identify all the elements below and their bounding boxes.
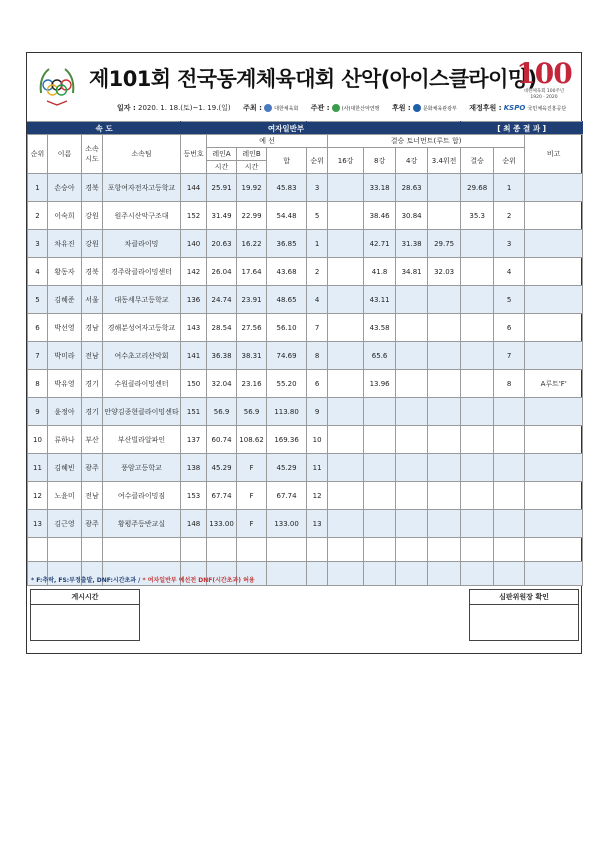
cell-final-rank: 5	[494, 286, 525, 314]
cell-final	[461, 314, 494, 342]
col-bib: 등번호	[181, 135, 207, 174]
cell-sum: 43.68	[267, 258, 307, 286]
cell-prelim-rank: 8	[307, 342, 328, 370]
cell-laneA: 133.00	[207, 510, 237, 538]
cell-final	[461, 482, 494, 510]
cell-third	[428, 174, 461, 202]
col-r4: 4강	[396, 148, 428, 174]
cell-r8	[364, 454, 396, 482]
cell-r8: 13.96	[364, 370, 396, 398]
cell-note	[525, 398, 583, 426]
cell-rank: 9	[28, 398, 48, 426]
cell-laneB: 19.92	[237, 174, 267, 202]
cell-region: 경기	[82, 398, 103, 426]
cell-region: 부산	[82, 426, 103, 454]
host-name: 대한체육회	[274, 106, 299, 112]
col-lane-a-time: 시간	[207, 161, 237, 174]
table-row	[28, 426, 583, 454]
cell-name: 김혜빈	[48, 454, 82, 482]
cell-r4: 34.81	[396, 258, 428, 286]
cell-note	[525, 314, 583, 342]
cell-prelim-rank: 5	[307, 202, 328, 230]
cell-final-rank: 7	[494, 342, 525, 370]
cell-r4	[396, 314, 428, 342]
cell-bib: 150	[181, 370, 207, 398]
cell-r4	[396, 398, 428, 426]
cell-note	[525, 230, 583, 258]
finance-label: 재정후원 :	[469, 104, 502, 112]
cell-rank: 6	[28, 314, 48, 342]
cell-third	[428, 342, 461, 370]
cell-final	[461, 342, 494, 370]
event-info-line	[117, 103, 566, 113]
cell-name: 차유진	[48, 230, 82, 258]
cell-r4: 31.38	[396, 230, 428, 258]
organizer-label: 주관 :	[310, 104, 330, 112]
table-row	[28, 314, 583, 342]
referee-confirm-label: 심판위원장 확인	[470, 590, 578, 605]
cell-name: 박유영	[48, 370, 82, 398]
referee-confirm-box	[469, 589, 579, 641]
cell-prelim-rank: 2	[307, 258, 328, 286]
cell-region: 경남	[82, 314, 103, 342]
cell-sum: 48.65	[267, 286, 307, 314]
cell-prelim-rank: 7	[307, 314, 328, 342]
page-title: 제101회 전국동계체육대회 산악(아이스클라이밍)	[89, 67, 537, 91]
cell-final	[461, 286, 494, 314]
cell-note	[525, 286, 583, 314]
cell-sum: 45.29	[267, 454, 307, 482]
cell-third	[428, 482, 461, 510]
cell-bib: 153	[181, 482, 207, 510]
cell-final	[461, 510, 494, 538]
cell-third	[428, 510, 461, 538]
cell-final	[461, 454, 494, 482]
cell-note	[525, 258, 583, 286]
cell-rank: 12	[28, 482, 48, 510]
cell-sum: 54.48	[267, 202, 307, 230]
cell-r16	[328, 482, 364, 510]
cell-region: 전남	[82, 342, 103, 370]
cell-region: 광주	[82, 510, 103, 538]
cell-laneA: 36.38	[207, 342, 237, 370]
cell-laneB: 56.9	[237, 398, 267, 426]
cell-rank: 11	[28, 454, 48, 482]
cell-note	[525, 454, 583, 482]
table-row	[28, 202, 583, 230]
cell-final	[461, 370, 494, 398]
cell-laneA: 26.04	[207, 258, 237, 286]
cell-laneA: 24.74	[207, 286, 237, 314]
cell-r4	[396, 510, 428, 538]
cell-r4: 28.63	[396, 174, 428, 202]
col-prelim-rank: 순위	[307, 148, 328, 174]
sponsor-logo-icon	[413, 104, 421, 112]
cell-r16	[328, 202, 364, 230]
cell-third	[428, 426, 461, 454]
cell-prelim-rank: 12	[307, 482, 328, 510]
cell-rank: 13	[28, 510, 48, 538]
cell-team: 경해분성여자고등학교	[103, 314, 181, 342]
cell-team: 여수클라이밍짐	[103, 482, 181, 510]
header-row-1	[28, 135, 583, 148]
cell-third	[428, 370, 461, 398]
col-third-place: 3.4위전	[428, 148, 461, 174]
cell-final	[461, 258, 494, 286]
cell-r16	[328, 314, 364, 342]
col-note: 비고	[525, 135, 583, 174]
host-logo-icon	[264, 104, 272, 112]
cell-region: 서울	[82, 286, 103, 314]
cell-third: 29.75	[428, 230, 461, 258]
cell-r16	[328, 258, 364, 286]
cell-name: 김혜준	[48, 286, 82, 314]
cell-r16	[328, 230, 364, 258]
title-area	[27, 53, 581, 121]
cell-r8: 65.6	[364, 342, 396, 370]
cell-r4	[396, 286, 428, 314]
results-table	[27, 121, 583, 586]
cell-prelim-rank: 4	[307, 286, 328, 314]
cell-r16	[328, 370, 364, 398]
cell-laneB: F	[237, 454, 267, 482]
cell-r8	[364, 426, 396, 454]
cell-r16	[328, 454, 364, 482]
cell-name: 박미라	[48, 342, 82, 370]
cell-r4	[396, 342, 428, 370]
cell-laneB: 108.62	[237, 426, 267, 454]
cell-note	[525, 426, 583, 454]
host-label: 주최 :	[243, 104, 262, 112]
col-final-tournament: 결승 토너먼트(루트 합)	[328, 135, 525, 148]
col-lane-b-time: 시간	[237, 161, 267, 174]
cell-final-rank: 1	[494, 174, 525, 202]
cell-team: 안양김종현클라이밍센타	[103, 398, 181, 426]
sponsor-name: 문화체육관광부	[422, 106, 457, 112]
cell-final	[461, 398, 494, 426]
cell-laneB: F	[237, 510, 267, 538]
table-row	[28, 510, 583, 538]
cell-note	[525, 510, 583, 538]
cell-r8: 33.18	[364, 174, 396, 202]
cell-note: A루트'F'	[525, 370, 583, 398]
cell-bib: 152	[181, 202, 207, 230]
cell-r16	[328, 426, 364, 454]
cell-r8: 38.46	[364, 202, 396, 230]
cell-r8	[364, 398, 396, 426]
cell-rank: 5	[28, 286, 48, 314]
cell-final-rank: 3	[494, 230, 525, 258]
cell-final-rank: 4	[494, 258, 525, 286]
anniversary-number: 100	[516, 57, 572, 90]
cell-final	[461, 426, 494, 454]
cell-team: 부산빌라알파인	[103, 426, 181, 454]
table-row	[28, 342, 583, 370]
legend-note: * F:추락, FS:부정출발, DNF:시간초과	[31, 577, 137, 584]
cell-laneA: 20.63	[207, 230, 237, 258]
cell-name: 류하나	[48, 426, 82, 454]
cell-r4	[396, 454, 428, 482]
cell-prelim-rank: 1	[307, 230, 328, 258]
cell-r8: 43.58	[364, 314, 396, 342]
table-row	[28, 370, 583, 398]
organizer-logo-icon	[332, 104, 340, 112]
cell-final-rank	[494, 398, 525, 426]
cell-prelim-rank: 10	[307, 426, 328, 454]
col-name: 이름	[48, 135, 82, 174]
cell-team: 경주락클라이밍센터	[103, 258, 181, 286]
date-value: 2020. 1. 18.(토)~1. 19.(일)	[138, 104, 231, 112]
cell-team: 황평주등반교실	[103, 510, 181, 538]
col-rank: 순위	[28, 135, 48, 174]
cell-note	[525, 202, 583, 230]
table-row	[28, 174, 583, 202]
table-row	[28, 286, 583, 314]
cell-sum: 36.85	[267, 230, 307, 258]
cell-sum: 56.10	[267, 314, 307, 342]
cell-laneB: 17.64	[237, 258, 267, 286]
cell-rank: 2	[28, 202, 48, 230]
result-rows	[28, 174, 583, 538]
cell-r8: 43.11	[364, 286, 396, 314]
division-label: 여자일반부	[181, 122, 307, 135]
cell-third	[428, 286, 461, 314]
cell-r16	[328, 342, 364, 370]
cell-name: 김근영	[48, 510, 82, 538]
cell-laneA: 28.54	[207, 314, 237, 342]
cell-laneB: 22.99	[237, 202, 267, 230]
col-team: 소속팀	[103, 135, 181, 174]
cell-prelim-rank: 6	[307, 370, 328, 398]
cell-name: 윤정아	[48, 398, 82, 426]
olympic-rings-icon	[35, 63, 79, 109]
cell-sum: 169.36	[267, 426, 307, 454]
cell-sum: 113.80	[267, 398, 307, 426]
cell-final-rank	[494, 426, 525, 454]
cell-team: 여수초고리산악회	[103, 342, 181, 370]
cell-third	[428, 454, 461, 482]
cell-rank: 8	[28, 370, 48, 398]
cell-note	[525, 342, 583, 370]
cell-team: 원주시산악구조대	[103, 202, 181, 230]
cell-team: 수원클라이밍센터	[103, 370, 181, 398]
cell-r4	[396, 482, 428, 510]
cell-prelim-rank: 11	[307, 454, 328, 482]
cell-r16	[328, 286, 364, 314]
col-lane-b: 레인B	[237, 148, 267, 161]
anniversary-years: 1920 · 2020	[530, 95, 558, 100]
cell-sum: 67.74	[267, 482, 307, 510]
cell-name: 황동자	[48, 258, 82, 286]
cell-laneA: 67.74	[207, 482, 237, 510]
extra-note: * 여자일반부 예선전 DNF(시간초과) 허용	[142, 577, 255, 584]
cell-note	[525, 482, 583, 510]
cell-r8: 41.8	[364, 258, 396, 286]
col-lane-a: 레인A	[207, 148, 237, 161]
cell-laneB: 16.22	[237, 230, 267, 258]
col-prelim: 예 선	[207, 135, 328, 148]
cell-name: 손승아	[48, 174, 82, 202]
discipline-label: 속 도	[28, 122, 181, 135]
cell-laneB: 38.31	[237, 342, 267, 370]
results-sheet	[26, 52, 582, 654]
empty-row	[28, 538, 583, 562]
cell-rank: 7	[28, 342, 48, 370]
col-region: 소속 시도	[82, 135, 103, 174]
anniversary-caption: 대한체육회 100주년	[523, 89, 565, 94]
cell-final-rank	[494, 510, 525, 538]
cell-name: 이숙희	[48, 202, 82, 230]
cell-laneB: F	[237, 482, 267, 510]
kspo-logo-icon: KSPO	[503, 104, 526, 112]
table-row	[28, 258, 583, 286]
table-row	[28, 230, 583, 258]
cell-r8	[364, 482, 396, 510]
cell-r4	[396, 426, 428, 454]
cell-r4	[396, 370, 428, 398]
cell-final: 35.3	[461, 202, 494, 230]
cell-third	[428, 314, 461, 342]
cell-region: 경북	[82, 174, 103, 202]
cell-bib: 151	[181, 398, 207, 426]
cell-sum: 55.20	[267, 370, 307, 398]
cell-bib: 137	[181, 426, 207, 454]
cell-team: 포항여자전자고등학교	[103, 174, 181, 202]
cell-r16	[328, 398, 364, 426]
cell-prelim-rank: 13	[307, 510, 328, 538]
table-row	[28, 482, 583, 510]
cell-note	[525, 174, 583, 202]
cell-bib: 136	[181, 286, 207, 314]
cell-final: 29.68	[461, 174, 494, 202]
cell-team: 대동세무고등학교	[103, 286, 181, 314]
cell-laneA: 25.91	[207, 174, 237, 202]
col-final: 결승	[461, 148, 494, 174]
sponsor-label: 후원 :	[391, 104, 411, 112]
cell-sum: 45.83	[267, 174, 307, 202]
cell-region: 경기	[82, 370, 103, 398]
cell-region: 경북	[82, 258, 103, 286]
col-final-rank: 순위	[494, 148, 525, 174]
cell-laneA: 45.29	[207, 454, 237, 482]
cell-region: 강원	[82, 230, 103, 258]
cell-r16	[328, 174, 364, 202]
cell-final	[461, 230, 494, 258]
cell-name: 박선영	[48, 314, 82, 342]
cell-region: 강원	[82, 202, 103, 230]
cell-laneA: 60.74	[207, 426, 237, 454]
cell-third: 32.03	[428, 258, 461, 286]
cell-third	[428, 202, 461, 230]
organizer-name: (사)대한산악연맹	[341, 106, 380, 112]
category-band	[28, 122, 583, 135]
col-r16: 16강	[328, 148, 364, 174]
cell-rank: 4	[28, 258, 48, 286]
cell-team: 풍암고등학교	[103, 454, 181, 482]
cell-laneB: 23.16	[237, 370, 267, 398]
posting-time-box	[30, 589, 140, 641]
cell-region: 전남	[82, 482, 103, 510]
cell-final-rank	[494, 454, 525, 482]
posting-time-label: 게시시간	[31, 590, 139, 605]
cell-third	[428, 398, 461, 426]
cell-final-rank: 6	[494, 314, 525, 342]
cell-sum: 133.00	[267, 510, 307, 538]
cell-r8	[364, 510, 396, 538]
cell-laneA: 56.9	[207, 398, 237, 426]
cell-prelim-rank: 3	[307, 174, 328, 202]
cell-name: 노윤미	[48, 482, 82, 510]
cell-laneB: 27.56	[237, 314, 267, 342]
table-row	[28, 454, 583, 482]
final-results-label: [ 최 종 결 과 ]	[461, 122, 583, 135]
cell-laneB: 23.91	[237, 286, 267, 314]
cell-laneA: 32.04	[207, 370, 237, 398]
cell-team: 차클라이밍	[103, 230, 181, 258]
finance-name: 국민체육진흥공단	[527, 106, 567, 112]
col-sum: 합	[267, 148, 307, 174]
cell-r8: 42.71	[364, 230, 396, 258]
cell-bib: 138	[181, 454, 207, 482]
cell-final-rank: 8	[494, 370, 525, 398]
cell-bib: 148	[181, 510, 207, 538]
cell-final-rank	[494, 482, 525, 510]
table-row	[28, 398, 583, 426]
cell-bib: 142	[181, 258, 207, 286]
cell-sum: 74.69	[267, 342, 307, 370]
cell-laneA: 31.49	[207, 202, 237, 230]
cell-rank: 10	[28, 426, 48, 454]
cell-bib: 141	[181, 342, 207, 370]
date-label: 일자 :	[117, 104, 136, 112]
cell-rank: 3	[28, 230, 48, 258]
cell-r16	[328, 510, 364, 538]
cell-final-rank: 2	[494, 202, 525, 230]
cell-bib: 140	[181, 230, 207, 258]
cell-region: 광주	[82, 454, 103, 482]
footnotes: * F:추락, FS:부정출발, DNF:시간초과 / * 여자일반부 예선전 DNF(시간초과) 허용	[31, 577, 255, 584]
cell-prelim-rank: 9	[307, 398, 328, 426]
cell-bib: 144	[181, 174, 207, 202]
cell-rank: 1	[28, 174, 48, 202]
cell-r4: 30.84	[396, 202, 428, 230]
cell-bib: 143	[181, 314, 207, 342]
col-r8: 8강	[364, 148, 396, 174]
